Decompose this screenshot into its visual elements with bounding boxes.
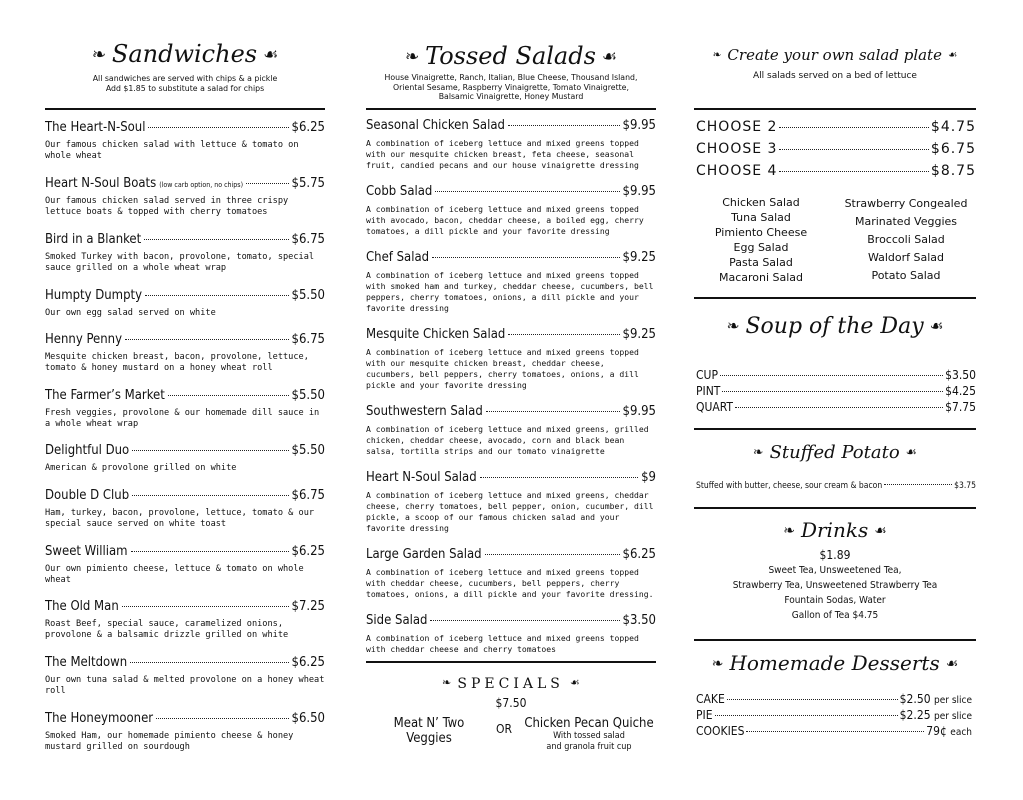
dessert-name: CAKE <box>696 692 725 706</box>
soup-size: QUART <box>696 400 734 414</box>
ornament-icon: ☙ <box>874 523 887 539</box>
salad-options-left <box>694 195 828 285</box>
item-price: $6.25 <box>291 544 325 559</box>
dot-leader <box>727 699 898 700</box>
menu-item <box>45 599 325 641</box>
ornament-icon: ❧ <box>753 444 764 459</box>
choose-label: CHOOSE <box>696 163 763 179</box>
dot-leader <box>168 395 289 396</box>
item-price: $9.25 <box>622 327 656 342</box>
item-desc: A combination of iceberg lettuce and mixed greens topped with smoked ham and turkey, cheddar cheese, cucumbers, bell peppers, cherry tomatoes, onions, a dill pickle and your favorite dressing <box>366 270 654 313</box>
choose-label: CHOOSE <box>696 141 763 157</box>
dessert-unit: per slice <box>934 711 972 722</box>
salad-option: Pimiento Cheese <box>714 226 808 239</box>
choose-row <box>696 163 976 179</box>
stuffed-potato-row <box>696 481 976 491</box>
dot-leader <box>432 257 619 258</box>
choose-row <box>696 141 976 157</box>
salad-option: Broccoli Salad <box>867 233 945 246</box>
sandwiches-subtitle-line: All sandwiches are served with chips & a pickle <box>92 74 278 83</box>
ornament-icon: ❧ <box>712 49 722 61</box>
ornament-icon: ☙ <box>947 49 958 61</box>
specials-or: OR <box>496 722 512 736</box>
item-price: $5.50 <box>291 443 325 458</box>
drinks-line: Fountain Sodas, Water <box>784 595 886 606</box>
soup-price: $7.75 <box>945 400 976 414</box>
item-name: Double D Club <box>45 488 130 503</box>
item-price: $6.75 <box>291 232 325 247</box>
soup-title-block <box>694 314 976 339</box>
dot-leader <box>485 554 620 555</box>
stuffed-potato-desc: Stuffed with butter, cheese, sour cream & bacon <box>696 481 883 491</box>
menu-item <box>366 184 656 237</box>
item-desc: A combination of iceberg lettuce and mixed greens, cheddar cheese, cherry tomatoes, bell pepper, onion, cucumber, dill pickle, a scoop of our famous chicken salad and your favorite dressing <box>366 490 654 533</box>
dot-leader <box>746 731 924 732</box>
dot-leader <box>144 239 288 240</box>
dressings-list <box>366 73 656 102</box>
item-desc: Our own tuna salad & melted provolone on a honey wheat roll <box>45 675 325 696</box>
dot-leader <box>131 551 289 552</box>
menu-item <box>366 613 656 655</box>
item-price: $7.25 <box>291 599 325 614</box>
divider <box>366 661 656 663</box>
menu-item <box>366 404 656 457</box>
drinks-line: Gallon of Tea $4.75 <box>791 610 879 621</box>
item-price: $9.95 <box>622 184 656 199</box>
item-name: The Meltdown <box>45 655 128 670</box>
item-desc: A combination of iceberg lettuce and mixed greens topped with our mesquite chicken breast, feta cheese, seasonal fruit, candied pecans and our house vinaigrette dressing <box>366 138 639 170</box>
menu-item <box>45 655 325 697</box>
item-price: $5.50 <box>291 288 325 303</box>
soup-size: CUP <box>696 368 718 382</box>
choose-row <box>696 119 976 135</box>
item-desc: Smoked Ham, our homemade pimiento cheese & honey mustard grilled on sourdough <box>45 731 294 752</box>
item-price: $9 <box>641 470 656 485</box>
item-name: Mesquite Chicken Salad <box>366 327 506 342</box>
divider <box>694 297 976 299</box>
item-name: Delightful Duo <box>45 443 130 458</box>
item-price: $9.95 <box>622 118 656 133</box>
item-price: $6.75 <box>291 488 325 503</box>
divider <box>694 428 976 430</box>
dot-leader <box>508 334 619 335</box>
special-option-2-name: Chicken Pecan Quiche <box>524 716 654 731</box>
special-option-1: Meat N’ Two Veggies <box>393 716 465 746</box>
divider <box>366 108 656 110</box>
item-name: Cobb Salad <box>366 184 433 199</box>
item-name: Bird in a Blanket <box>45 232 142 247</box>
choose-label: CHOOSE <box>696 119 763 135</box>
dessert-row <box>696 692 972 706</box>
ornament-icon: ❧ <box>405 46 420 66</box>
divider <box>45 108 325 110</box>
special-option-2 <box>522 716 656 753</box>
menu-item <box>45 443 325 474</box>
stuffed-potato-title: Stuffed Potato <box>769 442 900 463</box>
item-name: Side Salad <box>366 613 428 628</box>
item-desc: Fresh veggies, provolone & our homemade dill sauce in a whole wheat wrap <box>45 408 320 429</box>
dot-leader <box>125 339 289 340</box>
drinks-line: Strawberry Tea, Unsweetened Strawberry Tea <box>732 580 938 591</box>
drinks-line: Sweet Tea, Unsweetened Tea, <box>768 565 902 576</box>
ornament-icon: ☙ <box>601 46 617 66</box>
item-name: The Honeymooner <box>45 711 154 726</box>
item-name: Heart N-Soul Boats <box>45 176 157 191</box>
dot-leader <box>148 127 288 128</box>
choose-price: $8.75 <box>930 163 976 179</box>
stuffed-potato-title-block <box>694 442 976 463</box>
choose-price: $4.75 <box>930 119 976 135</box>
item-name: Southwestern Salad <box>366 404 483 419</box>
choose-num: 3 <box>767 141 778 157</box>
item-name: Chef Salad <box>366 250 430 265</box>
special-option-2-desc: and granola fruit cup <box>546 742 632 752</box>
menu-item <box>45 288 325 319</box>
choose-num: 4 <box>767 163 778 179</box>
menu-item <box>366 118 656 171</box>
salad-option: Pasta Salad <box>729 256 793 269</box>
item-name: Seasonal Chicken Salad <box>366 118 505 133</box>
desserts-title: Homemade Desserts <box>729 651 940 675</box>
soup-price: $4.25 <box>945 384 976 398</box>
salad-option: Macaroni Salad <box>718 271 804 284</box>
soup-row <box>696 400 976 414</box>
dot-leader <box>246 183 288 184</box>
item-name: The Farmer’s Market <box>45 388 165 403</box>
item-desc: Roast Beef, special sauce, caramelized onions, provolone & a balsamic drizzle grilled on white <box>45 619 289 640</box>
dot-leader <box>486 411 620 412</box>
dessert-unit: per slice <box>934 695 972 706</box>
menu-item <box>45 232 325 274</box>
ornament-icon: ❧ <box>442 676 452 689</box>
ornament-icon: ☙ <box>945 656 959 672</box>
stuffed-potato-price: $3.75 <box>954 481 976 491</box>
dessert-name: COOKIES <box>696 724 745 738</box>
item-name: Heart N-Soul Salad <box>366 470 477 485</box>
dot-leader <box>132 495 288 496</box>
choose-price: $6.75 <box>930 141 976 157</box>
item-desc: Smoked Turkey with bacon, provolone, tomato, special sauce grilled on a whole wheat wrap <box>45 252 315 273</box>
item-desc: A combination of iceberg lettuce and mixed greens topped with cheddar cheese and cherry tomatoes <box>366 633 639 654</box>
salad-option: Potato Salad <box>871 269 941 282</box>
ornament-icon: ☙ <box>905 444 917 459</box>
drinks-title: Drinks <box>800 518 869 542</box>
soup-row <box>696 384 976 398</box>
menu-item <box>45 488 325 530</box>
salad-option: Strawberry Congealed <box>844 197 968 210</box>
menu-item <box>45 332 325 374</box>
special-option-2-desc: With tossed salad <box>553 731 625 741</box>
ornament-icon: ❧ <box>91 44 106 64</box>
ornament-icon: ❧ <box>726 317 740 335</box>
drinks-title-block <box>694 518 976 542</box>
specials-title-block <box>366 673 656 692</box>
salad-option: Chicken Salad <box>722 196 800 209</box>
item-name: Humpty Dumpty <box>45 288 142 303</box>
item-price: $6.50 <box>291 711 325 726</box>
divider <box>694 108 976 110</box>
item-price: $6.75 <box>291 332 325 347</box>
salad-plate-subtitle: All salads served on a bed of lettuce <box>753 71 917 81</box>
soup-row <box>696 368 976 382</box>
dressings-line: Oriental Sesame, Raspberry Vinaigrette, Tomato Vinaigrette, <box>393 82 629 92</box>
item-price: $6.25 <box>291 655 325 670</box>
ornament-icon: ☙ <box>263 44 279 64</box>
menu-item <box>45 176 325 218</box>
menu-item <box>45 388 325 430</box>
dessert-price: $2.50 <box>899 692 931 706</box>
choose-num: 2 <box>767 119 778 135</box>
item-price: $5.50 <box>291 388 325 403</box>
salad-plate-title-block <box>694 46 976 64</box>
tossed-salads-title-block <box>366 42 656 70</box>
item-desc: A combination of iceberg lettuce and mixed greens topped with avocado, bacon, cheddar cheese, a boiled egg, cherry tomatoes, a dill pickle and your favorite dressing <box>366 204 644 236</box>
dessert-name: PIE <box>696 708 713 722</box>
ornament-icon: ☙ <box>929 317 944 335</box>
dot-leader <box>779 171 928 172</box>
dot-leader <box>884 484 952 485</box>
tossed-salads-title: Tossed Salads <box>425 42 596 70</box>
ornament-icon: ❧ <box>711 656 724 672</box>
soup-price: $3.50 <box>945 368 976 382</box>
drinks-info <box>694 547 976 623</box>
dessert-row <box>696 708 972 722</box>
menu-item <box>366 547 656 600</box>
sandwiches-subtitle <box>45 74 325 93</box>
item-name: Henny Penny <box>45 332 122 347</box>
salad-option: Marinated Veggies <box>854 215 958 228</box>
menu-item <box>45 711 325 753</box>
item-price: $6.25 <box>291 120 325 135</box>
dressings-line: Balsamic Vinaigrette, Honey Mustard <box>438 92 584 102</box>
item-price: $5.75 <box>291 176 325 191</box>
dessert-row <box>696 724 972 738</box>
dot-leader <box>480 477 638 478</box>
salad-options-right <box>834 195 978 285</box>
drinks-price: $1.89 <box>819 548 851 562</box>
dessert-unit: each <box>950 727 972 738</box>
dot-leader <box>779 127 928 128</box>
dot-leader <box>435 191 619 192</box>
dressings-line: House Vinaigrette, Ranch, Italian, Blue Cheese, Thousand Island, <box>384 73 638 82</box>
specials-title: SPECIALS <box>457 676 564 692</box>
menu-item <box>45 544 325 586</box>
ornament-icon: ☙ <box>569 676 580 689</box>
item-name: The Heart-N-Soul <box>45 120 146 135</box>
menu-item <box>366 250 656 314</box>
dot-leader <box>715 715 898 716</box>
soup-size: PINT <box>696 384 721 398</box>
divider <box>694 639 976 641</box>
sandwiches-subtitle-line: Add $1.85 to substitute a salad for chips <box>105 83 265 93</box>
dot-leader <box>508 125 620 126</box>
menu-item <box>366 327 656 391</box>
item-desc: Our own egg salad served on white <box>45 308 216 318</box>
salad-option: Tuna Salad <box>731 211 791 224</box>
dot-leader <box>156 718 288 719</box>
specials-price: $7.50 <box>495 696 527 710</box>
sandwiches-title-block <box>45 40 325 68</box>
item-desc: Our famous chicken salad served in three crispy lettuce boats & topped with cherry tomatoes <box>45 196 289 217</box>
item-desc: Our famous chicken salad with lettuce & tomato on whole wheat <box>45 140 299 161</box>
dessert-price: $2.25 <box>899 708 931 722</box>
desserts-title-block <box>694 651 976 675</box>
item-desc: American & provolone grilled on white <box>45 463 237 473</box>
dot-leader <box>735 407 943 408</box>
divider <box>694 507 976 509</box>
ornament-icon: ❧ <box>783 523 795 539</box>
item-price: $3.50 <box>622 613 656 628</box>
item-desc: Mesquite chicken breast, bacon, provolone, lettuce, tomato & honey mustard on a honey wheat roll <box>45 352 309 373</box>
soup-title: Soup of the Day <box>745 314 924 339</box>
item-desc: Ham, turkey, bacon, provolone, lettuce, tomato & our special sauce served on white toast <box>45 508 315 529</box>
dot-leader <box>145 295 289 296</box>
dot-leader <box>720 375 943 376</box>
item-name: The Old Man <box>45 599 119 614</box>
dot-leader <box>722 391 943 392</box>
dot-leader <box>122 606 289 607</box>
salad-option: Egg Salad <box>733 241 789 254</box>
item-desc: Our own pimiento cheese, lettuce & tomato on whole wheat <box>45 564 304 585</box>
item-desc: A combination of iceberg lettuce and mixed greens topped with cheddar cheese, cucumbers, bell peppers, cherry tomatoes, onions, a dill pickle and your favorite dressing. <box>366 567 654 599</box>
salad-plate-title: Create your own salad plate <box>727 46 942 64</box>
item-price: $9.95 <box>622 404 656 419</box>
menu-item <box>45 120 325 162</box>
item-name: Sweet William <box>45 544 128 559</box>
dot-leader <box>430 620 619 621</box>
dot-leader <box>130 662 288 663</box>
dessert-price: 79¢ <box>926 724 947 738</box>
menu-item <box>366 470 656 534</box>
item-name: Large Garden Salad <box>366 547 482 562</box>
dot-leader <box>132 450 288 451</box>
item-price: $6.25 <box>622 547 656 562</box>
salad-option: Waldorf Salad <box>867 251 945 264</box>
item-price: $9.25 <box>622 250 656 265</box>
dot-leader <box>779 149 928 150</box>
item-note: (low carb option, no chips) <box>159 181 244 189</box>
item-desc: A combination of iceberg lettuce and mixed greens, grilled chicken, cheddar cheese, avocado, corn and black bean salsa, tortilla strips and our tomato vinaigrette <box>366 424 649 456</box>
item-desc: A combination of iceberg lettuce and mixed greens topped with our mesquite chicken breast, cheddar cheese, cucumbers, bell peppers, cherry tomatoes, onions, a dill pickle and your favorite dressing <box>366 347 639 390</box>
sandwiches-title: Sandwiches <box>111 40 258 68</box>
